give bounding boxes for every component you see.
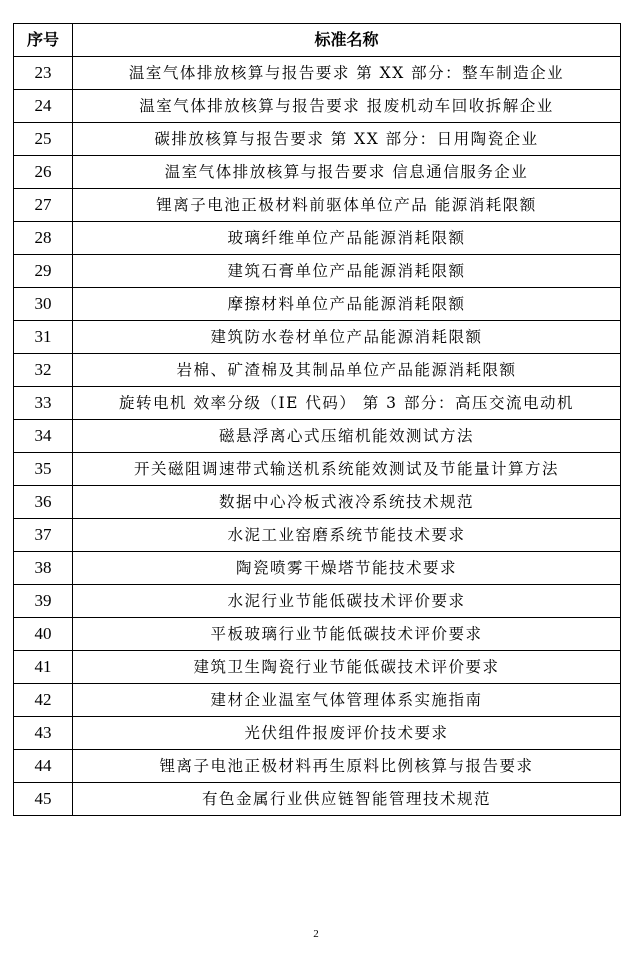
table-row xyxy=(14,486,621,519)
row-number: 38 xyxy=(14,552,73,585)
header-standard-name: 标准名称 xyxy=(73,24,621,57)
table-row xyxy=(14,288,621,321)
row-number: 40 xyxy=(14,618,73,651)
table-row xyxy=(14,189,621,222)
row-number: 31 xyxy=(14,321,73,354)
standard-name: 锂离子电池正极材料再生原料比例核算与报告要求 xyxy=(73,750,621,783)
standards-table xyxy=(13,23,621,816)
row-number: 41 xyxy=(14,651,73,684)
standard-name: 碳排放核算与报告要求 第 XX 部分：日用陶瓷企业 xyxy=(73,123,621,156)
standard-name: 数据中心冷板式液冷系统技术规范 xyxy=(73,486,621,519)
standard-name: 磁悬浮离心式压缩机能效测试方法 xyxy=(73,420,621,453)
row-number: 29 xyxy=(14,255,73,288)
standard-name: 旋转电机 效率分级（IE 代码） 第 3 部分：高压交流电动机 xyxy=(73,387,621,420)
row-number: 44 xyxy=(14,750,73,783)
row-number: 45 xyxy=(14,783,73,816)
table-row xyxy=(14,321,621,354)
standard-name: 平板玻璃行业节能低碳技术评价要求 xyxy=(73,618,621,651)
row-number: 23 xyxy=(14,57,73,90)
table-row xyxy=(14,156,621,189)
table-row xyxy=(14,90,621,123)
row-number: 33 xyxy=(14,387,73,420)
standard-name: 有色金属行业供应链智能管理技术规范 xyxy=(73,783,621,816)
standard-name: 玻璃纤维单位产品能源消耗限额 xyxy=(73,222,621,255)
row-number: 43 xyxy=(14,717,73,750)
standard-name: 建筑防水卷材单位产品能源消耗限额 xyxy=(73,321,621,354)
row-number: 36 xyxy=(14,486,73,519)
table-row xyxy=(14,651,621,684)
table-row xyxy=(14,453,621,486)
standard-name: 陶瓷喷雾干燥塔节能技术要求 xyxy=(73,552,621,585)
table-row xyxy=(14,783,621,816)
header-number: 序号 xyxy=(14,24,73,57)
table-row xyxy=(14,717,621,750)
table-row xyxy=(14,750,621,783)
row-number: 28 xyxy=(14,222,73,255)
table-row xyxy=(14,585,621,618)
row-number: 35 xyxy=(14,453,73,486)
standard-name: 光伏组件报废评价技术要求 xyxy=(73,717,621,750)
table-row xyxy=(14,222,621,255)
standard-name: 建筑卫生陶瓷行业节能低碳技术评价要求 xyxy=(73,651,621,684)
row-number: 42 xyxy=(14,684,73,717)
table-row xyxy=(14,420,621,453)
standard-name: 锂离子电池正极材料前驱体单位产品 能源消耗限额 xyxy=(73,189,621,222)
row-number: 27 xyxy=(14,189,73,222)
table-row xyxy=(14,519,621,552)
row-number: 30 xyxy=(14,288,73,321)
standard-name: 温室气体排放核算与报告要求 信息通信服务企业 xyxy=(73,156,621,189)
table-row xyxy=(14,618,621,651)
table-body xyxy=(14,57,621,816)
standard-name: 水泥工业窑磨系统节能技术要求 xyxy=(73,519,621,552)
standard-name: 建材企业温室气体管理体系实施指南 xyxy=(73,684,621,717)
table-row xyxy=(14,387,621,420)
table-row xyxy=(14,552,621,585)
row-number: 25 xyxy=(14,123,73,156)
table-row xyxy=(14,354,621,387)
table-row xyxy=(14,684,621,717)
standard-name: 温室气体排放核算与报告要求 第 XX 部分：整车制造企业 xyxy=(73,57,621,90)
row-number: 32 xyxy=(14,354,73,387)
standard-name: 建筑石膏单位产品能源消耗限额 xyxy=(73,255,621,288)
row-number: 39 xyxy=(14,585,73,618)
table-header-row xyxy=(14,24,621,57)
table-row xyxy=(14,255,621,288)
table-row xyxy=(14,57,621,90)
standard-name: 摩擦材料单位产品能源消耗限额 xyxy=(73,288,621,321)
standard-name: 水泥行业节能低碳技术评价要求 xyxy=(73,585,621,618)
row-number: 34 xyxy=(14,420,73,453)
table-row xyxy=(14,123,621,156)
page-number: 2 xyxy=(313,928,319,940)
standard-name: 岩棉、矿渣棉及其制品单位产品能源消耗限额 xyxy=(73,354,621,387)
standard-name: 温室气体排放核算与报告要求 报废机动车回收拆解企业 xyxy=(73,90,621,123)
row-number: 26 xyxy=(14,156,73,189)
standard-name: 开关磁阻调速带式输送机系统能效测试及节能量计算方法 xyxy=(73,453,621,486)
row-number: 37 xyxy=(14,519,73,552)
row-number: 24 xyxy=(14,90,73,123)
